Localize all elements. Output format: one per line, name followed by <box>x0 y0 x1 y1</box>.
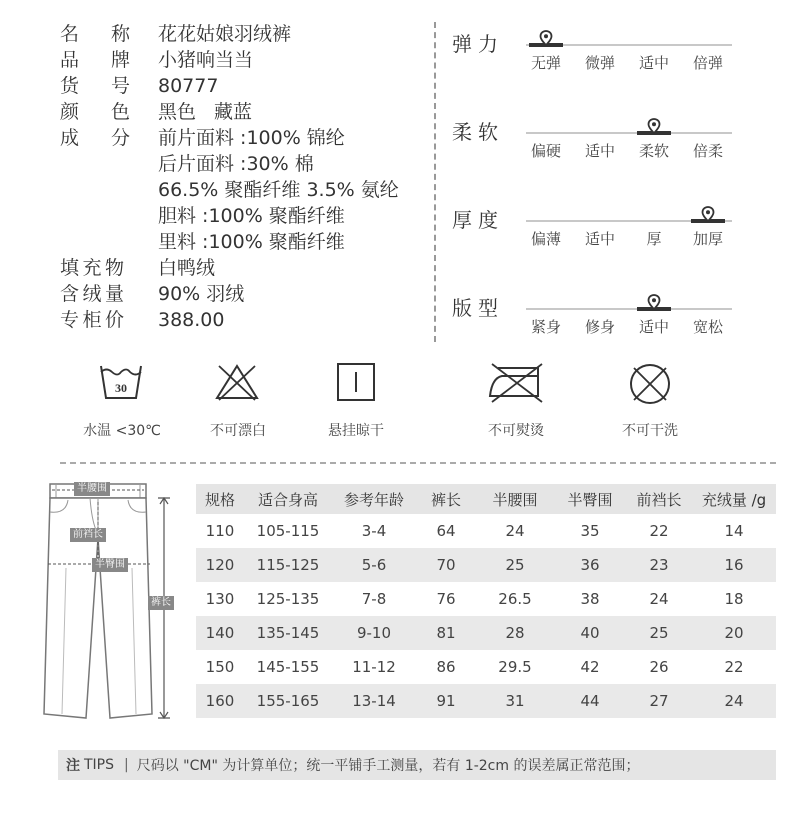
table-cell: 3-4 <box>361 522 387 540</box>
label-char: 品 <box>60 49 80 71</box>
table-cell: 24 <box>505 522 525 540</box>
scale-axis <box>526 132 732 134</box>
table-cell: 11-12 <box>352 658 396 676</box>
label-char: 名 <box>60 23 80 45</box>
scale-option: 微弹 <box>584 54 615 72</box>
scale-option: 偏硬 <box>530 142 561 160</box>
label-char: 量 <box>104 283 124 305</box>
table-header-cell: 充绒量 /g <box>701 490 767 509</box>
table-header-cell: 规格 <box>204 490 235 509</box>
table-cell: 105-115 <box>256 522 320 540</box>
table-cell: 130 <box>205 590 235 608</box>
scale-axis <box>526 44 732 46</box>
table-cell: 150 <box>205 658 235 676</box>
table-cell: 110 <box>205 522 235 540</box>
table-header-row <box>196 484 776 514</box>
care-label: 悬挂晾干 <box>328 423 384 439</box>
table-header-cell: 半腰围 <box>492 490 538 509</box>
label-char: 牌 <box>110 49 130 71</box>
no-iron-icon <box>486 362 546 404</box>
scale-option: 适中 <box>638 54 669 72</box>
no-bleach-icon <box>214 362 260 402</box>
pants-length-tag: 裤长 <box>148 596 174 610</box>
scale-fit <box>452 292 772 352</box>
scale-option: 倍弹 <box>692 54 723 72</box>
table-row <box>196 684 776 718</box>
location-pin-icon <box>539 30 553 46</box>
table-cell: 22 <box>649 522 669 540</box>
label-char: 充 <box>82 257 102 279</box>
scale-option: 倍柔 <box>692 142 723 160</box>
label-char: 绒 <box>82 283 102 305</box>
brand-name: 小猪响当当 <box>158 49 254 71</box>
color-option: 黑色 <box>158 101 197 123</box>
table-cell: 125-135 <box>256 590 320 608</box>
table-row <box>196 548 776 582</box>
scale-option: 修身 <box>584 318 615 336</box>
care-label: 不可漂白 <box>210 423 266 439</box>
scale-title: 版型 <box>452 296 504 320</box>
table-cell: 86 <box>436 658 456 676</box>
label-char: 色 <box>110 101 130 123</box>
no-dry-clean-icon <box>628 362 672 406</box>
tips-label-en: TIPS <box>84 757 115 773</box>
composition-line: 胆料 :100% 聚酯纤维 <box>158 205 345 227</box>
sku-number: 80777 <box>158 75 219 97</box>
label-char: 物 <box>104 257 124 279</box>
table-cell: 18 <box>724 590 744 608</box>
table-cell: 76 <box>436 590 456 608</box>
label-char: 柜 <box>82 309 102 331</box>
half-thigh-tag: 半臀围 <box>92 558 128 572</box>
front-rise-tag: 前裆长 <box>70 528 106 542</box>
table-cell: 135-145 <box>256 624 320 642</box>
table-cell: 81 <box>436 624 456 642</box>
table-header-cell: 前裆长 <box>636 490 682 509</box>
table-cell: 9-10 <box>356 624 392 642</box>
table-cell: 36 <box>580 556 600 574</box>
table-cell: 20 <box>724 624 744 642</box>
table-cell: 13-14 <box>352 692 396 710</box>
scale-option: 适中 <box>638 318 669 336</box>
table-row <box>196 650 776 684</box>
tips-label-cn: 注 <box>66 758 80 774</box>
table-cell: 26 <box>649 658 669 676</box>
half-waist-tag: 半腰围 <box>74 482 110 496</box>
label-char: 称 <box>110 23 130 45</box>
table-cell: 70 <box>436 556 456 574</box>
table-cell: 160 <box>205 692 235 710</box>
scale-softness <box>452 116 772 176</box>
filling-value: 白鸭绒 <box>158 257 216 279</box>
table-cell: 25 <box>649 624 669 642</box>
scale-option: 适中 <box>584 230 615 248</box>
table-cell: 91 <box>436 692 456 710</box>
label-char: 含 <box>60 283 80 305</box>
table-cell: 115-125 <box>256 556 320 574</box>
table-cell: 38 <box>580 590 600 608</box>
composition-line: 后片面料 :30% 棉 <box>158 153 314 175</box>
table-cell: 14 <box>724 522 744 540</box>
table-cell: 31 <box>505 692 525 710</box>
table-cell: 5-6 <box>361 556 387 574</box>
table-cell: 42 <box>580 658 600 676</box>
table-cell: 16 <box>724 556 744 574</box>
label-char: 货 <box>60 75 80 97</box>
table-header-cell: 参考年龄 <box>343 490 404 509</box>
table-cell: 22 <box>724 658 744 676</box>
table-cell: 140 <box>205 624 235 642</box>
label-char: 填 <box>60 257 80 279</box>
scale-axis <box>526 308 732 310</box>
scale-option: 适中 <box>584 142 615 160</box>
table-row <box>196 616 776 650</box>
table-cell: 24 <box>649 590 669 608</box>
scale-option: 紧身 <box>530 318 561 336</box>
table-header-cell: 适合身高 <box>257 490 318 509</box>
tips-bar <box>58 750 776 780</box>
care-label: 不可干洗 <box>622 423 678 439</box>
label-char: 成 <box>60 127 80 149</box>
scale-option: 偏薄 <box>530 230 561 248</box>
price-value: 388.00 <box>158 309 225 331</box>
table-cell: 155-165 <box>256 692 320 710</box>
table-cell: 28 <box>505 624 525 642</box>
down-value: 90% 羽绒 <box>158 283 245 305</box>
scale-elasticity <box>452 28 772 88</box>
scale-option: 加厚 <box>692 230 723 248</box>
scale-option: 厚 <box>646 230 662 248</box>
size-table <box>196 484 776 718</box>
care-label: 水温 <30℃ <box>83 423 161 439</box>
table-cell: 35 <box>580 522 600 540</box>
table-header-cell: 半臀围 <box>567 490 613 509</box>
table-row <box>196 582 776 616</box>
scale-axis <box>526 220 732 222</box>
horizontal-divider <box>60 462 776 464</box>
product-name: 花花姑娘羽绒裤 <box>158 23 292 45</box>
table-row <box>196 514 776 548</box>
table-cell: 25 <box>505 556 525 574</box>
wash-temp: 30 <box>115 381 127 395</box>
color-option: 藏蓝 <box>214 101 253 123</box>
table-cell: 64 <box>436 522 456 540</box>
table-cell: 27 <box>649 692 669 710</box>
label-char: 价 <box>104 309 124 331</box>
table-cell: 40 <box>580 624 600 642</box>
table-cell: 7-8 <box>361 590 387 608</box>
location-pin-icon <box>701 206 715 222</box>
care-no-dry-clean <box>580 362 720 442</box>
table-cell: 29.5 <box>498 658 532 676</box>
label-char: 专 <box>60 309 80 331</box>
table-cell: 24 <box>724 692 744 710</box>
tips-separator: | <box>124 757 129 773</box>
label-char: 号 <box>110 75 130 97</box>
table-cell: 23 <box>649 556 669 574</box>
scale-option: 柔软 <box>638 142 669 160</box>
pants-diagram <box>40 478 190 728</box>
table-cell: 120 <box>205 556 235 574</box>
location-pin-icon <box>647 294 661 310</box>
vertical-divider <box>434 22 436 342</box>
scale-title: 柔软 <box>452 120 504 144</box>
scale-title: 弹力 <box>452 32 504 56</box>
scale-option: 无弹 <box>530 54 561 72</box>
scale-option: 宽松 <box>692 318 723 336</box>
care-label: 不可熨烫 <box>488 423 544 439</box>
location-pin-icon <box>647 118 661 134</box>
care-hang-dry <box>286 362 426 442</box>
wash-30-icon <box>98 362 144 402</box>
table-cell: 145-155 <box>256 658 320 676</box>
composition-line: 前片面料 :100% 锦纶 <box>158 127 345 149</box>
table-cell: 44 <box>580 692 600 710</box>
table-cell: 26.5 <box>498 590 532 608</box>
scale-title: 厚度 <box>452 208 504 232</box>
care-no-iron <box>446 362 586 442</box>
hang-dry-icon <box>336 362 376 402</box>
scale-thickness <box>452 204 772 264</box>
label-char: 分 <box>110 127 130 149</box>
tips-text: 尺码以 "CM" 为计算单位；统一平铺手工测量，若有 1-2cm 的误差属正常范围； <box>136 758 640 774</box>
composition-line: 66.5% 聚酯纤维 3.5% 氨纶 <box>158 179 399 201</box>
table-header-cell: 裤长 <box>430 490 461 509</box>
label-char: 颜 <box>60 101 80 123</box>
composition-line: 里料 :100% 聚酯纤维 <box>158 231 345 253</box>
